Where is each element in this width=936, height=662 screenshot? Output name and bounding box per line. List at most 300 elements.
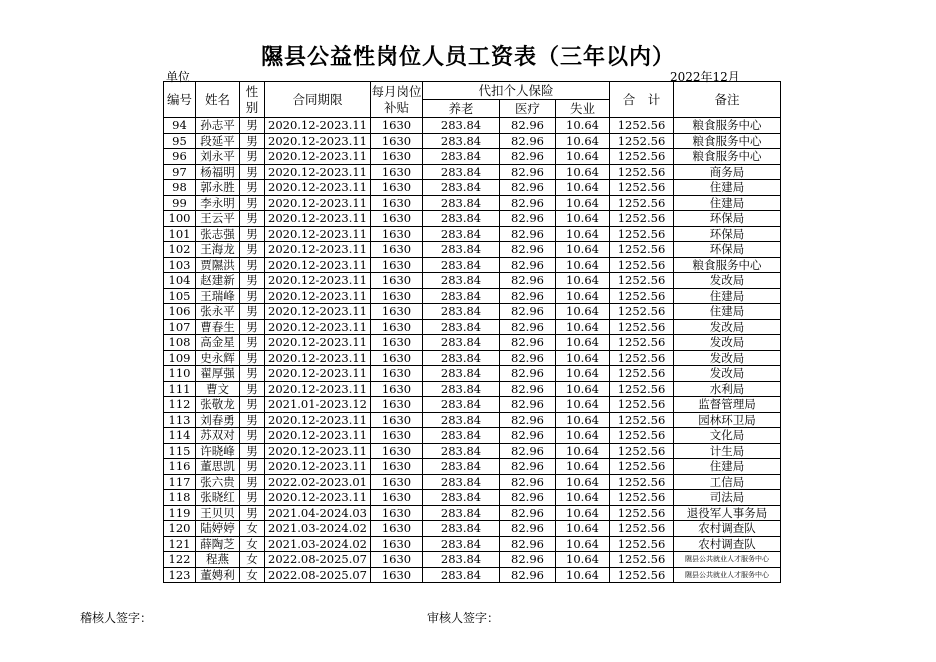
cell-name: 史永辉 <box>196 350 240 366</box>
cell-no: 121 <box>164 536 196 552</box>
cell-medical: 82.96 <box>500 273 556 289</box>
cell-medical: 82.96 <box>500 490 556 506</box>
cell-medical: 82.96 <box>500 536 556 552</box>
cell-total: 1252.56 <box>610 381 674 397</box>
table-row <box>164 133 781 149</box>
cell-subsidy: 1630 <box>371 490 423 506</box>
cell-name: 程燕 <box>196 552 240 568</box>
cell-name: 董思凯 <box>196 459 240 475</box>
cell-medical: 82.96 <box>500 443 556 459</box>
cell-gender: 男 <box>240 428 265 444</box>
cell-unemployment: 10.64 <box>556 304 610 320</box>
cell-remark: 监督管理局 <box>674 397 781 413</box>
cell-gender: 男 <box>240 381 265 397</box>
cell-medical: 82.96 <box>500 288 556 304</box>
cell-gender: 男 <box>240 288 265 304</box>
cell-pension: 283.84 <box>423 366 500 382</box>
cell-gender: 女 <box>240 567 265 583</box>
table-row <box>164 381 781 397</box>
cell-contract: 2020.12-2023.11 <box>265 149 371 165</box>
cell-pension: 283.84 <box>423 257 500 273</box>
cell-gender: 男 <box>240 180 265 196</box>
cell-name: 曹文 <box>196 381 240 397</box>
cell-unemployment: 10.64 <box>556 536 610 552</box>
cell-no: 113 <box>164 412 196 428</box>
cell-gender: 男 <box>240 226 265 242</box>
cell-medical: 82.96 <box>500 304 556 320</box>
cell-name: 董娉利 <box>196 567 240 583</box>
cell-remark: 住建局 <box>674 304 781 320</box>
cell-no: 110 <box>164 366 196 382</box>
cell-subsidy: 1630 <box>371 226 423 242</box>
cell-medical: 82.96 <box>500 133 556 149</box>
cell-no: 95 <box>164 133 196 149</box>
table-row <box>164 118 781 134</box>
cell-no: 103 <box>164 257 196 273</box>
cell-subsidy: 1630 <box>371 288 423 304</box>
cell-unemployment: 10.64 <box>556 257 610 273</box>
table-row <box>164 521 781 537</box>
cell-name: 贾隰洪 <box>196 257 240 273</box>
cell-no: 94 <box>164 118 196 134</box>
cell-total: 1252.56 <box>610 242 674 258</box>
cell-remark: 发改局 <box>674 335 781 351</box>
header-remark: 备注 <box>674 82 781 118</box>
cell-contract: 2020.12-2023.11 <box>265 304 371 320</box>
header-gender: 性别 <box>240 82 265 118</box>
cell-remark: 环保局 <box>674 211 781 227</box>
cell-contract: 2020.12-2023.11 <box>265 164 371 180</box>
cell-subsidy: 1630 <box>371 257 423 273</box>
cell-total: 1252.56 <box>610 211 674 227</box>
cell-subsidy: 1630 <box>371 211 423 227</box>
cell-remark: 农村调查队 <box>674 536 781 552</box>
cell-gender: 男 <box>240 257 265 273</box>
cell-medical: 82.96 <box>500 226 556 242</box>
page-title: 隰县公益性岗位人员工资表（三年以内） <box>260 45 675 70</box>
cell-no: 109 <box>164 350 196 366</box>
cell-no: 105 <box>164 288 196 304</box>
cell-remark: 发改局 <box>674 273 781 289</box>
header-insurance-group: 代扣个人保险 <box>423 82 610 100</box>
date-label: 2022年12月 <box>670 70 740 84</box>
cell-pension: 283.84 <box>423 459 500 475</box>
cell-total: 1252.56 <box>610 180 674 196</box>
cell-contract: 2020.12-2023.11 <box>265 226 371 242</box>
cell-name: 翟厚强 <box>196 366 240 382</box>
cell-remark: 商务局 <box>674 164 781 180</box>
cell-no: 101 <box>164 226 196 242</box>
cell-name: 李永明 <box>196 195 240 211</box>
cell-no: 111 <box>164 381 196 397</box>
cell-total: 1252.56 <box>610 552 674 568</box>
cell-total: 1252.56 <box>610 149 674 165</box>
table-row <box>164 195 781 211</box>
cell-name: 高金星 <box>196 335 240 351</box>
cell-pension: 283.84 <box>423 474 500 490</box>
cell-contract: 2021.01-2023.12 <box>265 397 371 413</box>
cell-total: 1252.56 <box>610 412 674 428</box>
cell-medical: 82.96 <box>500 521 556 537</box>
cell-total: 1252.56 <box>610 257 674 273</box>
cell-total: 1252.56 <box>610 195 674 211</box>
cell-pension: 283.84 <box>423 133 500 149</box>
cell-remark: 环保局 <box>674 242 781 258</box>
cell-no: 99 <box>164 195 196 211</box>
cell-subsidy: 1630 <box>371 567 423 583</box>
cell-medical: 82.96 <box>500 428 556 444</box>
cell-pension: 283.84 <box>423 397 500 413</box>
cell-contract: 2020.12-2023.11 <box>265 335 371 351</box>
cell-name: 王瑞峰 <box>196 288 240 304</box>
cell-gender: 男 <box>240 412 265 428</box>
table-row <box>164 412 781 428</box>
cell-unemployment: 10.64 <box>556 180 610 196</box>
cell-remark: 发改局 <box>674 366 781 382</box>
cell-pension: 283.84 <box>423 226 500 242</box>
cell-contract: 2020.12-2023.11 <box>265 211 371 227</box>
table-row <box>164 335 781 351</box>
cell-no: 108 <box>164 335 196 351</box>
cell-gender: 男 <box>240 304 265 320</box>
header-name: 姓名 <box>196 82 240 118</box>
cell-remark: 粮食服务中心 <box>674 133 781 149</box>
cell-no: 116 <box>164 459 196 475</box>
cell-name: 张六贵 <box>196 474 240 490</box>
cell-remark: 住建局 <box>674 288 781 304</box>
cell-no: 96 <box>164 149 196 165</box>
cell-remark: 隰县公共就业人才服务中心 <box>674 552 781 568</box>
cell-medical: 82.96 <box>500 164 556 180</box>
cell-remark: 计生局 <box>674 443 781 459</box>
cell-remark: 环保局 <box>674 226 781 242</box>
cell-medical: 82.96 <box>500 567 556 583</box>
cell-subsidy: 1630 <box>371 536 423 552</box>
cell-contract: 2021.03-2024.02 <box>265 536 371 552</box>
cell-remark: 发改局 <box>674 350 781 366</box>
cell-pension: 283.84 <box>423 288 500 304</box>
cell-pension: 283.84 <box>423 149 500 165</box>
cell-pension: 283.84 <box>423 242 500 258</box>
cell-medical: 82.96 <box>500 257 556 273</box>
cell-remark: 退役军人事务局 <box>674 505 781 521</box>
cell-subsidy: 1630 <box>371 443 423 459</box>
table-row <box>164 567 781 583</box>
cell-pension: 283.84 <box>423 319 500 335</box>
cell-total: 1252.56 <box>610 443 674 459</box>
cell-pension: 283.84 <box>423 552 500 568</box>
cell-total: 1252.56 <box>610 226 674 242</box>
cell-unemployment: 10.64 <box>556 242 610 258</box>
cell-gender: 男 <box>240 273 265 289</box>
cell-pension: 283.84 <box>423 273 500 289</box>
cell-contract: 2022.08-2025.07 <box>265 567 371 583</box>
cell-pension: 283.84 <box>423 412 500 428</box>
cell-unemployment: 10.64 <box>556 164 610 180</box>
cell-subsidy: 1630 <box>371 335 423 351</box>
cell-no: 122 <box>164 552 196 568</box>
cell-total: 1252.56 <box>610 567 674 583</box>
cell-remark: 隰县公共就业人才服务中心 <box>674 567 781 583</box>
cell-gender: 女 <box>240 536 265 552</box>
cell-unemployment: 10.64 <box>556 381 610 397</box>
cell-gender: 男 <box>240 335 265 351</box>
cell-medical: 82.96 <box>500 180 556 196</box>
table-row <box>164 428 781 444</box>
cell-gender: 男 <box>240 133 265 149</box>
cell-total: 1252.56 <box>610 273 674 289</box>
cell-name: 杨福明 <box>196 164 240 180</box>
table-row <box>164 257 781 273</box>
cell-total: 1252.56 <box>610 319 674 335</box>
cell-name: 段延平 <box>196 133 240 149</box>
cell-unemployment: 10.64 <box>556 443 610 459</box>
cell-subsidy: 1630 <box>371 381 423 397</box>
cell-no: 117 <box>164 474 196 490</box>
cell-name: 王云平 <box>196 211 240 227</box>
cell-subsidy: 1630 <box>371 459 423 475</box>
cell-remark: 园林环卫局 <box>674 412 781 428</box>
cell-unemployment: 10.64 <box>556 211 610 227</box>
table-row <box>164 164 781 180</box>
cell-pension: 283.84 <box>423 164 500 180</box>
cell-pension: 283.84 <box>423 381 500 397</box>
cell-gender: 男 <box>240 319 265 335</box>
table-row <box>164 490 781 506</box>
cell-subsidy: 1630 <box>371 412 423 428</box>
cell-pension: 283.84 <box>423 521 500 537</box>
table-row <box>164 273 781 289</box>
cell-unemployment: 10.64 <box>556 195 610 211</box>
cell-contract: 2020.12-2023.11 <box>265 366 371 382</box>
cell-total: 1252.56 <box>610 164 674 180</box>
cell-subsidy: 1630 <box>371 521 423 537</box>
cell-no: 107 <box>164 319 196 335</box>
cell-unemployment: 10.64 <box>556 567 610 583</box>
cell-total: 1252.56 <box>610 536 674 552</box>
cell-remark: 发改局 <box>674 319 781 335</box>
cell-contract: 2022.02-2023.01 <box>265 474 371 490</box>
cell-pension: 283.84 <box>423 490 500 506</box>
cell-remark: 文化局 <box>674 428 781 444</box>
cell-medical: 82.96 <box>500 366 556 382</box>
header-total: 合 计 <box>610 82 674 118</box>
cell-contract: 2020.12-2023.11 <box>265 443 371 459</box>
cell-subsidy: 1630 <box>371 118 423 134</box>
cell-remark: 工信局 <box>674 474 781 490</box>
cell-total: 1252.56 <box>610 335 674 351</box>
header-medical: 医疗 <box>500 100 556 118</box>
cell-unemployment: 10.64 <box>556 335 610 351</box>
cell-gender: 男 <box>240 195 265 211</box>
cell-remark: 粮食服务中心 <box>674 149 781 165</box>
cell-contract: 2020.12-2023.11 <box>265 180 371 196</box>
cell-total: 1252.56 <box>610 428 674 444</box>
cell-name: 许晓峰 <box>196 443 240 459</box>
cell-subsidy: 1630 <box>371 350 423 366</box>
cell-subsidy: 1630 <box>371 304 423 320</box>
table-row <box>164 242 781 258</box>
cell-unemployment: 10.64 <box>556 412 610 428</box>
cell-total: 1252.56 <box>610 304 674 320</box>
cell-contract: 2020.12-2023.11 <box>265 412 371 428</box>
header-no: 编号 <box>164 82 196 118</box>
cell-gender: 男 <box>240 118 265 134</box>
cell-subsidy: 1630 <box>371 505 423 521</box>
cell-subsidy: 1630 <box>371 366 423 382</box>
table-row <box>164 552 781 568</box>
cell-gender: 男 <box>240 211 265 227</box>
cell-subsidy: 1630 <box>371 180 423 196</box>
cell-subsidy: 1630 <box>371 273 423 289</box>
cell-no: 123 <box>164 567 196 583</box>
cell-subsidy: 1630 <box>371 242 423 258</box>
cell-no: 104 <box>164 273 196 289</box>
cell-no: 119 <box>164 505 196 521</box>
table-row <box>164 226 781 242</box>
cell-medical: 82.96 <box>500 195 556 211</box>
cell-name: 郭永胜 <box>196 180 240 196</box>
cell-no: 98 <box>164 180 196 196</box>
cell-unemployment: 10.64 <box>556 226 610 242</box>
cell-total: 1252.56 <box>610 490 674 506</box>
cell-gender: 男 <box>240 350 265 366</box>
header-unemployment: 失业 <box>556 100 610 118</box>
cell-contract: 2020.12-2023.11 <box>265 288 371 304</box>
cell-unemployment: 10.64 <box>556 350 610 366</box>
cell-medical: 82.96 <box>500 350 556 366</box>
cell-pension: 283.84 <box>423 211 500 227</box>
cell-no: 114 <box>164 428 196 444</box>
table-row <box>164 350 781 366</box>
cell-no: 100 <box>164 211 196 227</box>
cell-pension: 283.84 <box>423 567 500 583</box>
cell-contract: 2020.12-2023.11 <box>265 490 371 506</box>
cell-medical: 82.96 <box>500 211 556 227</box>
cell-subsidy: 1630 <box>371 195 423 211</box>
table-row <box>164 211 781 227</box>
cell-unemployment: 10.64 <box>556 397 610 413</box>
cell-medical: 82.96 <box>500 552 556 568</box>
cell-total: 1252.56 <box>610 397 674 413</box>
cell-remark: 粮食服务中心 <box>674 118 781 134</box>
cell-no: 102 <box>164 242 196 258</box>
cell-subsidy: 1630 <box>371 428 423 444</box>
table-row <box>164 505 781 521</box>
cell-name: 张敬龙 <box>196 397 240 413</box>
cell-unemployment: 10.64 <box>556 133 610 149</box>
table-body <box>164 118 781 583</box>
cell-unemployment: 10.64 <box>556 428 610 444</box>
cell-medical: 82.96 <box>500 319 556 335</box>
cell-total: 1252.56 <box>610 521 674 537</box>
cell-medical: 82.96 <box>500 335 556 351</box>
cell-no: 120 <box>164 521 196 537</box>
cell-pension: 283.84 <box>423 335 500 351</box>
cell-contract: 2020.12-2023.11 <box>265 319 371 335</box>
cell-gender: 男 <box>240 242 265 258</box>
cell-pension: 283.84 <box>423 304 500 320</box>
cell-contract: 2020.12-2023.11 <box>265 273 371 289</box>
cell-total: 1252.56 <box>610 350 674 366</box>
header-pension: 养老 <box>423 100 500 118</box>
cell-total: 1252.56 <box>610 366 674 382</box>
cell-pension: 283.84 <box>423 350 500 366</box>
cell-pension: 283.84 <box>423 118 500 134</box>
cell-unemployment: 10.64 <box>556 288 610 304</box>
cell-name: 王贝贝 <box>196 505 240 521</box>
cell-unemployment: 10.64 <box>556 552 610 568</box>
cell-medical: 82.96 <box>500 397 556 413</box>
table-row <box>164 180 781 196</box>
cell-name: 张志强 <box>196 226 240 242</box>
table-row <box>164 474 781 490</box>
cell-subsidy: 1630 <box>371 164 423 180</box>
cell-pension: 283.84 <box>423 536 500 552</box>
cell-medical: 82.96 <box>500 381 556 397</box>
cell-gender: 男 <box>240 366 265 382</box>
cell-name: 苏双对 <box>196 428 240 444</box>
table-row <box>164 397 781 413</box>
cell-total: 1252.56 <box>610 288 674 304</box>
cell-name: 陆婷婷 <box>196 521 240 537</box>
cell-unemployment: 10.64 <box>556 273 610 289</box>
table-row <box>164 459 781 475</box>
cell-contract: 2020.12-2023.11 <box>265 133 371 149</box>
cell-name: 曹春生 <box>196 319 240 335</box>
table-row <box>164 149 781 165</box>
header-subsidy: 每月岗位补贴 <box>371 82 423 118</box>
cell-gender: 男 <box>240 397 265 413</box>
cell-no: 112 <box>164 397 196 413</box>
cell-contract: 2020.12-2023.11 <box>265 242 371 258</box>
cell-name: 孙志平 <box>196 118 240 134</box>
cell-unemployment: 10.64 <box>556 118 610 134</box>
cell-contract: 2020.12-2023.11 <box>265 257 371 273</box>
cell-total: 1252.56 <box>610 118 674 134</box>
cell-name: 薛陶芝 <box>196 536 240 552</box>
cell-medical: 82.96 <box>500 118 556 134</box>
cell-contract: 2020.12-2023.11 <box>265 459 371 475</box>
cell-unemployment: 10.64 <box>556 474 610 490</box>
cell-remark: 水利局 <box>674 381 781 397</box>
cell-remark: 农村调查队 <box>674 521 781 537</box>
reviewer-signature-label: 审核人签字： <box>427 611 500 625</box>
cell-total: 1252.56 <box>610 459 674 475</box>
cell-contract: 2020.12-2023.11 <box>265 118 371 134</box>
cell-contract: 2021.03-2024.02 <box>265 521 371 537</box>
table-row <box>164 288 781 304</box>
cell-medical: 82.96 <box>500 412 556 428</box>
table-row <box>164 536 781 552</box>
cell-name: 张晓红 <box>196 490 240 506</box>
cell-medical: 82.96 <box>500 149 556 165</box>
cell-pension: 283.84 <box>423 443 500 459</box>
cell-unemployment: 10.64 <box>556 366 610 382</box>
cell-medical: 82.96 <box>500 505 556 521</box>
cell-contract: 2020.12-2023.11 <box>265 381 371 397</box>
cell-name: 刘春勇 <box>196 412 240 428</box>
cell-name: 王海龙 <box>196 242 240 258</box>
cell-name: 张永平 <box>196 304 240 320</box>
cell-pension: 283.84 <box>423 505 500 521</box>
cell-gender: 男 <box>240 505 265 521</box>
cell-unemployment: 10.64 <box>556 490 610 506</box>
cell-subsidy: 1630 <box>371 474 423 490</box>
cell-total: 1252.56 <box>610 474 674 490</box>
cell-medical: 82.96 <box>500 459 556 475</box>
cell-gender: 男 <box>240 149 265 165</box>
